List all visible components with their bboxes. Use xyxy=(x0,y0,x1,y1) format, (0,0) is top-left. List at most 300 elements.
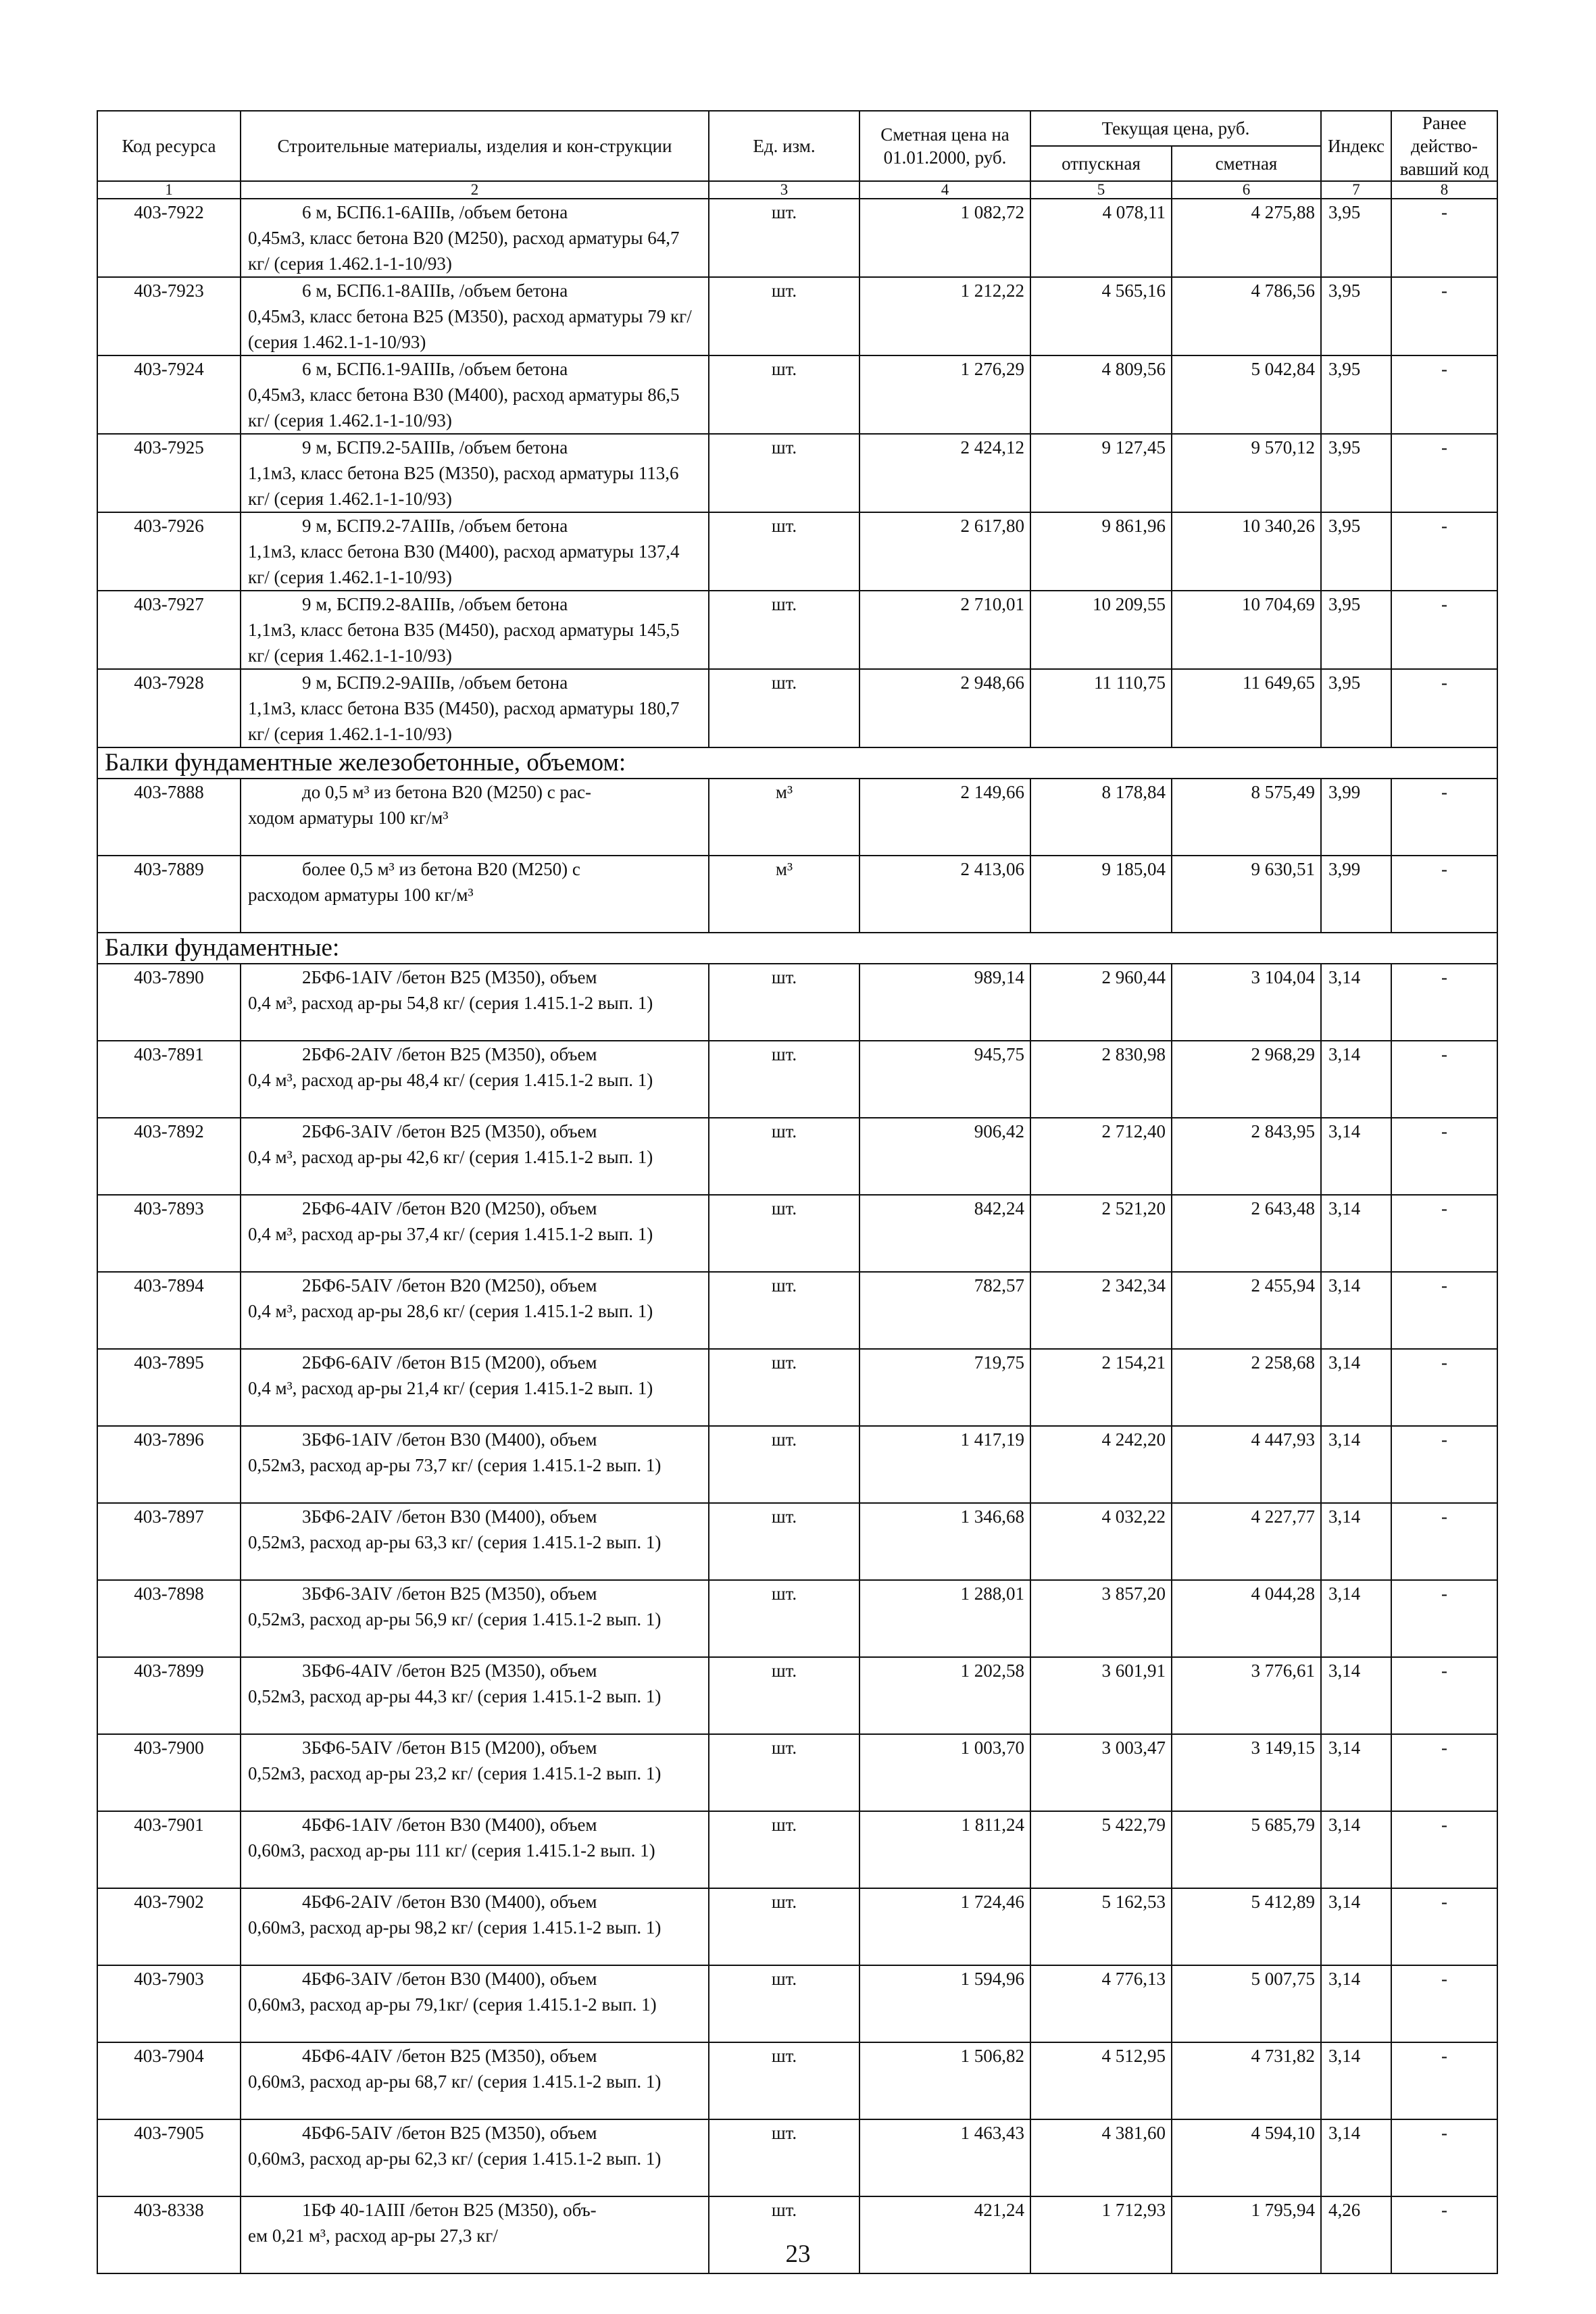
header-index: Индекс xyxy=(1321,111,1391,181)
wholesale-price: 9 127,45 xyxy=(1030,434,1172,512)
material-name xyxy=(241,1118,709,1195)
previous-code: - xyxy=(1391,964,1497,1041)
header-prev-code: Ранее действо-вавший код xyxy=(1391,111,1497,181)
table-row xyxy=(97,964,1497,1041)
base-price: 1 003,70 xyxy=(859,1734,1030,1811)
price-index: 3,14 xyxy=(1321,1195,1391,1272)
table-row xyxy=(97,277,1497,355)
base-price: 945,75 xyxy=(859,1041,1030,1118)
material-name-line1: 3БФ6-4AIV /бетон В25 (М350), объем xyxy=(302,1660,597,1681)
previous-code: - xyxy=(1391,1272,1497,1349)
header-wholesale: отпускная xyxy=(1030,146,1172,181)
material-name-rest: 0,52м3, расход ар-ры 44,3 кг/ (серия 1.415.1-2 вып. 1) xyxy=(248,1686,662,1706)
previous-code: - xyxy=(1391,856,1497,933)
wholesale-price: 4 032,22 xyxy=(1030,1503,1172,1580)
wholesale-price: 2 154,21 xyxy=(1030,1349,1172,1426)
base-price: 2 424,12 xyxy=(859,434,1030,512)
base-price: 1 202,58 xyxy=(859,1657,1030,1734)
material-name-rest: 1,1м3, класс бетона В35 (М450), расход арматуры 180,7 кг/ (серия 1.462.1-1-10/93) xyxy=(248,698,680,744)
material-name xyxy=(241,2042,709,2119)
resource-code: 403-7894 xyxy=(97,1272,241,1349)
unit: шт. xyxy=(709,1811,859,1888)
wholesale-price: 4 381,60 xyxy=(1030,2119,1172,2196)
header-name: Строительные материалы, изделия и кон-струкции xyxy=(241,111,709,181)
material-name xyxy=(241,1580,709,1657)
previous-code: - xyxy=(1391,1965,1497,2042)
price-index: 3,14 xyxy=(1321,1734,1391,1811)
material-name-rest: 0,60м3, расход ар-ры 98,2 кг/ (серия 1.415.1-2 вып. 1) xyxy=(248,1917,662,1938)
material-name-rest: 1,1м3, класс бетона В35 (М450), расход арматуры 145,5 кг/ (серия 1.462.1-1-10/93) xyxy=(248,620,680,666)
estimate-price: 2 643,48 xyxy=(1172,1195,1321,1272)
column-number: 1 xyxy=(97,181,241,199)
unit: шт. xyxy=(709,1272,859,1349)
price-index: 3,14 xyxy=(1321,1965,1391,2042)
wholesale-price: 2 521,20 xyxy=(1030,1195,1172,1272)
material-name-rest: 0,4 м³, расход ар-ры 37,4 кг/ (серия 1.415.1-2 вып. 1) xyxy=(248,1224,653,1244)
wholesale-price: 11 110,75 xyxy=(1030,669,1172,747)
base-price: 782,57 xyxy=(859,1272,1030,1349)
price-index: 3,14 xyxy=(1321,1657,1391,1734)
unit: шт. xyxy=(709,669,859,747)
unit: шт. xyxy=(709,591,859,669)
price-index: 3,14 xyxy=(1321,1426,1391,1503)
estimate-price: 10 704,69 xyxy=(1172,591,1321,669)
estimate-price: 5 412,89 xyxy=(1172,1888,1321,1965)
material-name xyxy=(241,1503,709,1580)
previous-code: - xyxy=(1391,1041,1497,1118)
column-number: 3 xyxy=(709,181,859,199)
material-name xyxy=(241,1195,709,1272)
previous-code: - xyxy=(1391,1195,1497,1272)
table-row xyxy=(97,1965,1497,2042)
previous-code: - xyxy=(1391,277,1497,355)
column-number: 2 xyxy=(241,181,709,199)
estimate-price: 4 044,28 xyxy=(1172,1580,1321,1657)
material-name-rest: 1,1м3, класс бетона В25 (М350), расход арматуры 113,6 кг/ (серия 1.462.1-1-10/93) xyxy=(248,463,679,509)
previous-code: - xyxy=(1391,779,1497,856)
material-name xyxy=(241,1657,709,1734)
wholesale-price: 1 712,93 xyxy=(1030,2196,1172,2273)
material-name xyxy=(241,669,709,747)
material-name-line1: 2БФ6-3AIV /бетон В25 (М350), объем xyxy=(302,1121,597,1141)
unit: шт. xyxy=(709,512,859,591)
wholesale-price: 8 178,84 xyxy=(1030,779,1172,856)
base-price: 1 463,43 xyxy=(859,2119,1030,2196)
material-name-line1: 3БФ6-1AIV /бетон В30 (М400), объем xyxy=(302,1429,597,1450)
material-name-rest: 0,52м3, расход ар-ры 23,2 кг/ (серия 1.415.1-2 вып. 1) xyxy=(248,1763,662,1783)
price-index: 3,14 xyxy=(1321,1503,1391,1580)
price-index: 4,26 xyxy=(1321,2196,1391,2273)
resource-code: 403-7889 xyxy=(97,856,241,933)
section-title: Балки фундаментные: xyxy=(97,933,1497,964)
resource-code: 403-7905 xyxy=(97,2119,241,2196)
material-name-rest: 0,60м3, расход ар-ры 68,7 кг/ (серия 1.415.1-2 вып. 1) xyxy=(248,2071,662,2092)
price-index: 3,95 xyxy=(1321,669,1391,747)
base-price: 2 413,06 xyxy=(859,856,1030,933)
estimate-price: 5 042,84 xyxy=(1172,355,1321,434)
material-name-line1: 1БФ 40-1AIII /бетон В25 (М350), объ- xyxy=(302,2200,597,2220)
material-name-rest: 0,60м3, расход ар-ры 111 кг/ (серия 1.415.1-2 вып. 1) xyxy=(248,1840,655,1861)
wholesale-price: 3 003,47 xyxy=(1030,1734,1172,1811)
material-name-rest: 0,52м3, расход ар-ры 73,7 кг/ (серия 1.415.1-2 вып. 1) xyxy=(248,1455,662,1475)
table-row xyxy=(97,779,1497,856)
resource-code: 403-7892 xyxy=(97,1118,241,1195)
material-name-line1: 4БФ6-5AIV /бетон В25 (М350), объем xyxy=(302,2123,597,2143)
resource-code: 403-7927 xyxy=(97,591,241,669)
previous-code: - xyxy=(1391,669,1497,747)
table-row xyxy=(97,1888,1497,1965)
table-row xyxy=(97,669,1497,747)
material-name-rest: 0,52м3, расход ар-ры 56,9 кг/ (серия 1.415.1-2 вып. 1) xyxy=(248,1609,662,1629)
material-name-line1: 2БФ6-1AIV /бетон В25 (М350), объем xyxy=(302,967,597,987)
table-row xyxy=(97,1426,1497,1503)
table-body xyxy=(97,199,1497,2273)
previous-code: - xyxy=(1391,1580,1497,1657)
material-name-line1: 3БФ6-5AIV /бетон В15 (М200), объем xyxy=(302,1738,597,1758)
price-table-sheet xyxy=(97,110,1497,2274)
price-index: 3,95 xyxy=(1321,434,1391,512)
material-name xyxy=(241,512,709,591)
estimate-price: 2 455,94 xyxy=(1172,1272,1321,1349)
base-price: 1 811,24 xyxy=(859,1811,1030,1888)
estimate-price: 2 968,29 xyxy=(1172,1041,1321,1118)
unit: шт. xyxy=(709,2119,859,2196)
price-index: 3,14 xyxy=(1321,2042,1391,2119)
estimate-price: 2 258,68 xyxy=(1172,1349,1321,1426)
material-name-line1: 9 м, БСП9.2-9AIIIв, /объем бетона xyxy=(302,672,568,693)
estimate-price: 5 685,79 xyxy=(1172,1811,1321,1888)
material-name xyxy=(241,856,709,933)
table-row xyxy=(97,1657,1497,1734)
estimate-price: 10 340,26 xyxy=(1172,512,1321,591)
header-code: Код ресурса xyxy=(97,111,241,181)
resource-code: 403-7926 xyxy=(97,512,241,591)
material-name xyxy=(241,199,709,277)
wholesale-price: 4 512,95 xyxy=(1030,2042,1172,2119)
price-index: 3,95 xyxy=(1321,591,1391,669)
base-price: 1 082,72 xyxy=(859,199,1030,277)
unit: шт. xyxy=(709,1657,859,1734)
material-name-rest: 0,4 м³, расход ар-ры 28,6 кг/ (серия 1.415.1-2 вып. 1) xyxy=(248,1301,653,1321)
price-index: 3,14 xyxy=(1321,1041,1391,1118)
base-price: 1 417,19 xyxy=(859,1426,1030,1503)
material-name-rest: ходом арматуры 100 кг/м³ xyxy=(248,808,449,828)
wholesale-price: 2 342,34 xyxy=(1030,1272,1172,1349)
price-index: 3,14 xyxy=(1321,964,1391,1041)
material-name-rest: ем 0,21 м³, расход ар-ры 27,3 кг/ xyxy=(248,2225,498,2246)
unit: шт. xyxy=(709,964,859,1041)
table-row xyxy=(97,2042,1497,2119)
material-name xyxy=(241,1426,709,1503)
material-name-line1: 9 м, БСП9.2-7AIIIв, /объем бетона xyxy=(302,516,568,536)
resource-code: 403-7895 xyxy=(97,1349,241,1426)
material-name-rest: 1,1м3, класс бетона В30 (М400), расход арматуры 137,4 кг/ (серия 1.462.1-1-10/93) xyxy=(248,541,680,587)
material-name-line1: 9 м, БСП9.2-5AIIIв, /объем бетона xyxy=(302,437,568,458)
previous-code: - xyxy=(1391,1426,1497,1503)
previous-code: - xyxy=(1391,1503,1497,1580)
unit: шт. xyxy=(709,1580,859,1657)
wholesale-price: 2 830,98 xyxy=(1030,1041,1172,1118)
table-row xyxy=(97,1503,1497,1580)
estimate-price: 4 731,82 xyxy=(1172,2042,1321,2119)
price-index: 3,95 xyxy=(1321,512,1391,591)
wholesale-price: 4 776,13 xyxy=(1030,1965,1172,2042)
material-name xyxy=(241,1734,709,1811)
column-number: 7 xyxy=(1321,181,1391,199)
resource-code: 403-8338 xyxy=(97,2196,241,2273)
section-header-row xyxy=(97,747,1497,779)
material-name-line1: 6 м, БСП6.1-9AIIIв, /объем бетона xyxy=(302,359,568,379)
resource-code: 403-7891 xyxy=(97,1041,241,1118)
unit: м³ xyxy=(709,856,859,933)
header-unit: Ед. изм. xyxy=(709,111,859,181)
wholesale-price: 4 078,11 xyxy=(1030,199,1172,277)
unit: шт. xyxy=(709,1965,859,2042)
table-row xyxy=(97,1118,1497,1195)
material-name xyxy=(241,1272,709,1349)
wholesale-price: 5 162,53 xyxy=(1030,1888,1172,1965)
base-price: 1 594,96 xyxy=(859,1965,1030,2042)
material-name-line1: 4БФ6-3AIV /бетон В30 (М400), объем xyxy=(302,1969,597,1989)
unit: шт. xyxy=(709,199,859,277)
material-name-line1: 9 м, БСП9.2-8AIIIв, /объем бетона xyxy=(302,594,568,614)
table-row xyxy=(97,199,1497,277)
material-name-line1: более 0,5 м³ из бетона В20 (М250) с xyxy=(302,859,580,879)
unit: м³ xyxy=(709,779,859,856)
material-name-line1: 2БФ6-5AIV /бетон В20 (М250), объем xyxy=(302,1275,597,1296)
wholesale-price: 2 712,40 xyxy=(1030,1118,1172,1195)
base-price: 1 212,22 xyxy=(859,277,1030,355)
previous-code: - xyxy=(1391,1811,1497,1888)
price-index: 3,99 xyxy=(1321,856,1391,933)
unit: шт. xyxy=(709,1195,859,1272)
material-name-line1: 3БФ6-2AIV /бетон В30 (М400), объем xyxy=(302,1506,597,1527)
material-name-line1: 2БФ6-4AIV /бетон В20 (М250), объем xyxy=(302,1198,597,1218)
unit: шт. xyxy=(709,277,859,355)
estimate-price: 3 104,04 xyxy=(1172,964,1321,1041)
price-index: 3,14 xyxy=(1321,1811,1391,1888)
material-name xyxy=(241,964,709,1041)
price-index: 3,95 xyxy=(1321,277,1391,355)
estimate-price: 3 149,15 xyxy=(1172,1734,1321,1811)
resource-code: 403-7899 xyxy=(97,1657,241,1734)
unit: шт. xyxy=(709,1041,859,1118)
previous-code: - xyxy=(1391,1349,1497,1426)
previous-code: - xyxy=(1391,355,1497,434)
table-row xyxy=(97,512,1497,591)
wholesale-price: 9 185,04 xyxy=(1030,856,1172,933)
resource-code: 403-7923 xyxy=(97,277,241,355)
wholesale-price: 3 601,91 xyxy=(1030,1657,1172,1734)
estimate-price: 9 570,12 xyxy=(1172,434,1321,512)
unit: шт. xyxy=(709,1888,859,1965)
material-name-rest: 0,4 м³, расход ар-ры 21,4 кг/ (серия 1.415.1-2 вып. 1) xyxy=(248,1378,653,1398)
resource-code: 403-7900 xyxy=(97,1734,241,1811)
wholesale-price: 4 242,20 xyxy=(1030,1426,1172,1503)
unit: шт. xyxy=(709,1734,859,1811)
table-row xyxy=(97,1580,1497,1657)
base-price: 2 617,80 xyxy=(859,512,1030,591)
material-name-line1: 4БФ6-4AIV /бетон В25 (М350), объем xyxy=(302,2046,597,2066)
previous-code: - xyxy=(1391,199,1497,277)
price-index: 3,95 xyxy=(1321,355,1391,434)
unit: шт. xyxy=(709,1118,859,1195)
base-price: 1 276,29 xyxy=(859,355,1030,434)
previous-code: - xyxy=(1391,1734,1497,1811)
estimate-price: 4 594,10 xyxy=(1172,2119,1321,2196)
estimate-price: 4 447,93 xyxy=(1172,1426,1321,1503)
material-name xyxy=(241,1888,709,1965)
previous-code: - xyxy=(1391,434,1497,512)
material-name xyxy=(241,1811,709,1888)
wholesale-price: 3 857,20 xyxy=(1030,1580,1172,1657)
estimate-price: 5 007,75 xyxy=(1172,1965,1321,2042)
material-name-line1: 4БФ6-1AIV /бетон В30 (М400), объем xyxy=(302,1815,597,1835)
previous-code: - xyxy=(1391,2196,1497,2273)
material-name-rest: 0,45м3, класс бетона В25 (М350), расход арматуры 79 кг/ (серия 1.462.1-1-10/93) xyxy=(248,306,692,352)
column-number: 4 xyxy=(859,181,1030,199)
material-name xyxy=(241,2119,709,2196)
resource-code: 403-7903 xyxy=(97,1965,241,2042)
unit: шт. xyxy=(709,2042,859,2119)
table-row xyxy=(97,1734,1497,1811)
material-name-rest: расходом арматуры 100 кг/м³ xyxy=(248,885,474,905)
base-price: 2 149,66 xyxy=(859,779,1030,856)
previous-code: - xyxy=(1391,512,1497,591)
previous-code: - xyxy=(1391,1888,1497,1965)
material-name-line1: 3БФ6-3AIV /бетон В25 (М350), объем xyxy=(302,1583,597,1604)
table-row xyxy=(97,434,1497,512)
table-row xyxy=(97,1041,1497,1118)
wholesale-price: 4 565,16 xyxy=(1030,277,1172,355)
resource-code: 403-7897 xyxy=(97,1503,241,1580)
table-row xyxy=(97,1349,1497,1426)
material-name xyxy=(241,277,709,355)
base-price: 1 506,82 xyxy=(859,2042,1030,2119)
material-name xyxy=(241,1349,709,1426)
base-price: 989,14 xyxy=(859,964,1030,1041)
unit: шт. xyxy=(709,1426,859,1503)
wholesale-price: 2 960,44 xyxy=(1030,964,1172,1041)
column-number: 6 xyxy=(1172,181,1321,199)
resource-code: 403-7896 xyxy=(97,1426,241,1503)
resource-code: 403-7890 xyxy=(97,964,241,1041)
price-index: 3,14 xyxy=(1321,1349,1391,1426)
price-table xyxy=(97,110,1498,2274)
section-title: Балки фундаментные железобетонные, объемом: xyxy=(97,747,1497,779)
material-name-line1: 2БФ6-6AIV /бетон В15 (М200), объем xyxy=(302,1352,597,1373)
material-name xyxy=(241,779,709,856)
material-name xyxy=(241,355,709,434)
material-name-rest: 0,52м3, расход ар-ры 63,3 кг/ (серия 1.415.1-2 вып. 1) xyxy=(248,1532,662,1552)
price-index: 3,14 xyxy=(1321,1888,1391,1965)
wholesale-price: 10 209,55 xyxy=(1030,591,1172,669)
estimate-price: 9 630,51 xyxy=(1172,856,1321,933)
price-index: 3,99 xyxy=(1321,779,1391,856)
material-name-line1: 2БФ6-2AIV /бетон В25 (М350), объем xyxy=(302,1044,597,1064)
estimate-price: 11 649,65 xyxy=(1172,669,1321,747)
material-name-rest: 0,45м3, класс бетона В30 (М400), расход арматуры 86,5 кг/ (серия 1.462.1-1-10/93) xyxy=(248,385,680,430)
resource-code: 403-7922 xyxy=(97,199,241,277)
header-current-price: Текущая цена, руб. xyxy=(1030,111,1321,146)
resource-code: 403-7901 xyxy=(97,1811,241,1888)
table-row xyxy=(97,2119,1497,2196)
material-name-line1: 4БФ6-2AIV /бетон В30 (М400), объем xyxy=(302,1892,597,1912)
previous-code: - xyxy=(1391,2042,1497,2119)
material-name-rest: 0,60м3, расход ар-ры 62,3 кг/ (серия 1.415.1-2 вып. 1) xyxy=(248,2148,662,2169)
page-number: 23 xyxy=(785,2240,811,2268)
base-price: 1 288,01 xyxy=(859,1580,1030,1657)
resource-code: 403-7902 xyxy=(97,1888,241,1965)
resource-code: 403-7904 xyxy=(97,2042,241,2119)
previous-code: - xyxy=(1391,591,1497,669)
unit: шт. xyxy=(709,2196,859,2273)
material-name xyxy=(241,1965,709,2042)
header-base-price: Сметная цена на 01.01.2000, руб. xyxy=(859,111,1030,181)
estimate-price: 8 575,49 xyxy=(1172,779,1321,856)
price-index: 3,14 xyxy=(1321,1272,1391,1349)
previous-code: - xyxy=(1391,1118,1497,1195)
material-name-rest: 0,45м3, класс бетона В20 (М250), расход арматуры 64,7 кг/ (серия 1.462.1-1-10/93) xyxy=(248,228,680,274)
resource-code: 403-7924 xyxy=(97,355,241,434)
price-index: 3,14 xyxy=(1321,1118,1391,1195)
table-row xyxy=(97,856,1497,933)
material-name-rest: 0,4 м³, расход ар-ры 42,6 кг/ (серия 1.415.1-2 вып. 1) xyxy=(248,1147,653,1167)
material-name xyxy=(241,591,709,669)
estimate-price: 2 843,95 xyxy=(1172,1118,1321,1195)
material-name-line1: до 0,5 м³ из бетона В20 (М250) с рас- xyxy=(302,782,591,802)
estimate-price: 4 227,77 xyxy=(1172,1503,1321,1580)
base-price: 842,24 xyxy=(859,1195,1030,1272)
material-name-rest: 0,4 м³, расход ар-ры 54,8 кг/ (серия 1.415.1-2 вып. 1) xyxy=(248,993,653,1013)
material-name-line1: 6 м, БСП6.1-6AIIIв, /объем бетона xyxy=(302,202,568,222)
base-price: 2 710,01 xyxy=(859,591,1030,669)
material-name xyxy=(241,434,709,512)
estimate-price: 3 776,61 xyxy=(1172,1657,1321,1734)
resource-code: 403-7893 xyxy=(97,1195,241,1272)
base-price: 1 724,46 xyxy=(859,1888,1030,1965)
estimate-price: 4 275,88 xyxy=(1172,199,1321,277)
material-name-rest: 0,4 м³, расход ар-ры 48,4 кг/ (серия 1.415.1-2 вып. 1) xyxy=(248,1070,653,1090)
table-row xyxy=(97,355,1497,434)
estimate-price: 1 795,94 xyxy=(1172,2196,1321,2273)
base-price: 906,42 xyxy=(859,1118,1030,1195)
wholesale-price: 5 422,79 xyxy=(1030,1811,1172,1888)
base-price: 1 346,68 xyxy=(859,1503,1030,1580)
previous-code: - xyxy=(1391,2119,1497,2196)
price-index: 3,95 xyxy=(1321,199,1391,277)
unit: шт. xyxy=(709,434,859,512)
estimate-price: 4 786,56 xyxy=(1172,277,1321,355)
previous-code: - xyxy=(1391,1657,1497,1734)
table-row xyxy=(97,1195,1497,1272)
base-price: 421,24 xyxy=(859,2196,1030,2273)
material-name-rest: 0,60м3, расход ар-ры 79,1кг/ (серия 1.415.1-2 вып. 1) xyxy=(248,1994,657,2015)
material-name xyxy=(241,1041,709,1118)
unit: шт. xyxy=(709,355,859,434)
table-row xyxy=(97,1811,1497,1888)
base-price: 719,75 xyxy=(859,1349,1030,1426)
wholesale-price: 4 809,56 xyxy=(1030,355,1172,434)
wholesale-price: 9 861,96 xyxy=(1030,512,1172,591)
resource-code: 403-7888 xyxy=(97,779,241,856)
header-estimate: сметная xyxy=(1172,146,1321,181)
resource-code: 403-7898 xyxy=(97,1580,241,1657)
material-name-line1: 6 м, БСП6.1-8AIIIв, /объем бетона xyxy=(302,280,568,301)
price-index: 3,14 xyxy=(1321,1580,1391,1657)
table-row xyxy=(97,1272,1497,1349)
section-header-row xyxy=(97,933,1497,964)
